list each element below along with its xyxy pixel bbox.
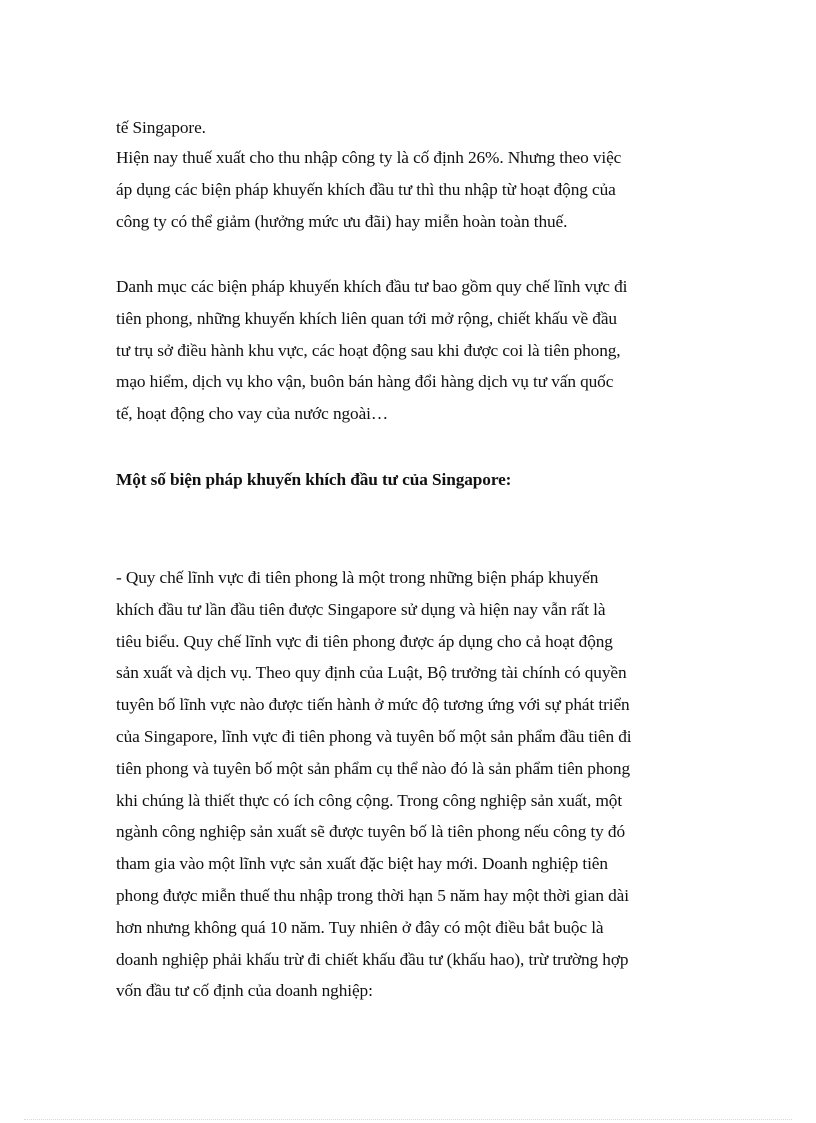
section-heading (116, 464, 704, 496)
text-line: phong được miễn thuế thu nhập trong thời hạn 5 năm hay một thời gian dài (116, 885, 629, 905)
text-line: hơn nhưng không quá 10 năm. Tuy nhiên ở đây có một điều bắt buộc là (116, 917, 604, 937)
heading-text: Một số biện pháp khuyến khích đầu tư của Singapore: (116, 470, 512, 489)
intro-paragraph (116, 142, 704, 237)
text-line: khích đầu tư lần đầu tiên được Singapore sử dụng và hiện nay vẫn rất là (116, 599, 606, 619)
text-line: sản xuất và dịch vụ. Theo quy định của Luật, Bộ trưởng tài chính có quyền (116, 663, 627, 683)
text-line: tuyên bố lĩnh vực nào được tiến hành ở mức độ tương ứng với sự phát triển (116, 695, 630, 715)
text-line: công ty có thể giảm (hưởng mức ưu đãi) hay miễn hoàn toàn thuế. (116, 211, 568, 231)
incentives-list-paragraph (116, 271, 704, 430)
text-line: tư trụ sở điều hành khu vực, các hoạt động sau khi được coi là tiên phong, (116, 340, 621, 360)
pioneer-policy-paragraph (116, 562, 704, 1007)
text-line: tham gia vào một lĩnh vực sản xuất đặc biệt hay mới. Doanh nghiệp tiên (116, 854, 608, 874)
text-line: áp dụng các biện pháp khuyến khích đầu tư thì thu nhập từ hoạt động của (116, 179, 616, 199)
text-line: mạo hiểm, dịch vụ kho vận, buôn bán hàng đổi hàng dịch vụ tư vấn quốc (116, 372, 614, 392)
text-line: khi chúng là thiết thực có ích công cộng. Trong công nghiệp sản xuất, một (116, 790, 623, 810)
text-line: Danh mục các biện pháp khuyến khích đầu tư bao gồm quy chế lĩnh vực đi (116, 277, 628, 296)
text-line: tế, hoạt động cho vay của nước ngoài… (116, 404, 389, 424)
text-line: của Singapore, lĩnh vực đi tiên phong và tuyên bố một sản phẩm đầu tiên đi (116, 726, 632, 746)
text-line: Hiện nay thuế xuất cho thu nhập công ty là cố định 26%. Nhưng theo việc (116, 148, 622, 167)
text-line: tế Singapore. (116, 118, 206, 137)
text-line: tiêu biểu. Quy chế lĩnh vực đi tiên phong được áp dụng cho cả hoạt động (116, 631, 613, 651)
page-footer-divider (24, 1119, 792, 1120)
text-line: doanh nghiệp phải khấu trừ đi chiết khấu đầu tư (khấu hao), trừ trường hợp (116, 949, 629, 969)
text-line: - Quy chế lĩnh vực đi tiên phong là một trong những biện pháp khuyến (116, 568, 599, 587)
text-line: tiên phong và tuyên bố một sản phẩm cụ thể nào đó là sản phẩm tiên phong (116, 758, 631, 778)
text-line: ngành công nghiệp sản xuất sẽ được tuyên bố là tiên phong nếu công ty đó (116, 822, 625, 842)
text-line: tiên phong, những khuyến khích liên quan tới mở rộng, chiết khấu về đầu (116, 308, 617, 328)
continued-line (116, 112, 704, 144)
text-line: vốn đầu tư cố định của doanh nghiệp: (116, 981, 373, 1001)
